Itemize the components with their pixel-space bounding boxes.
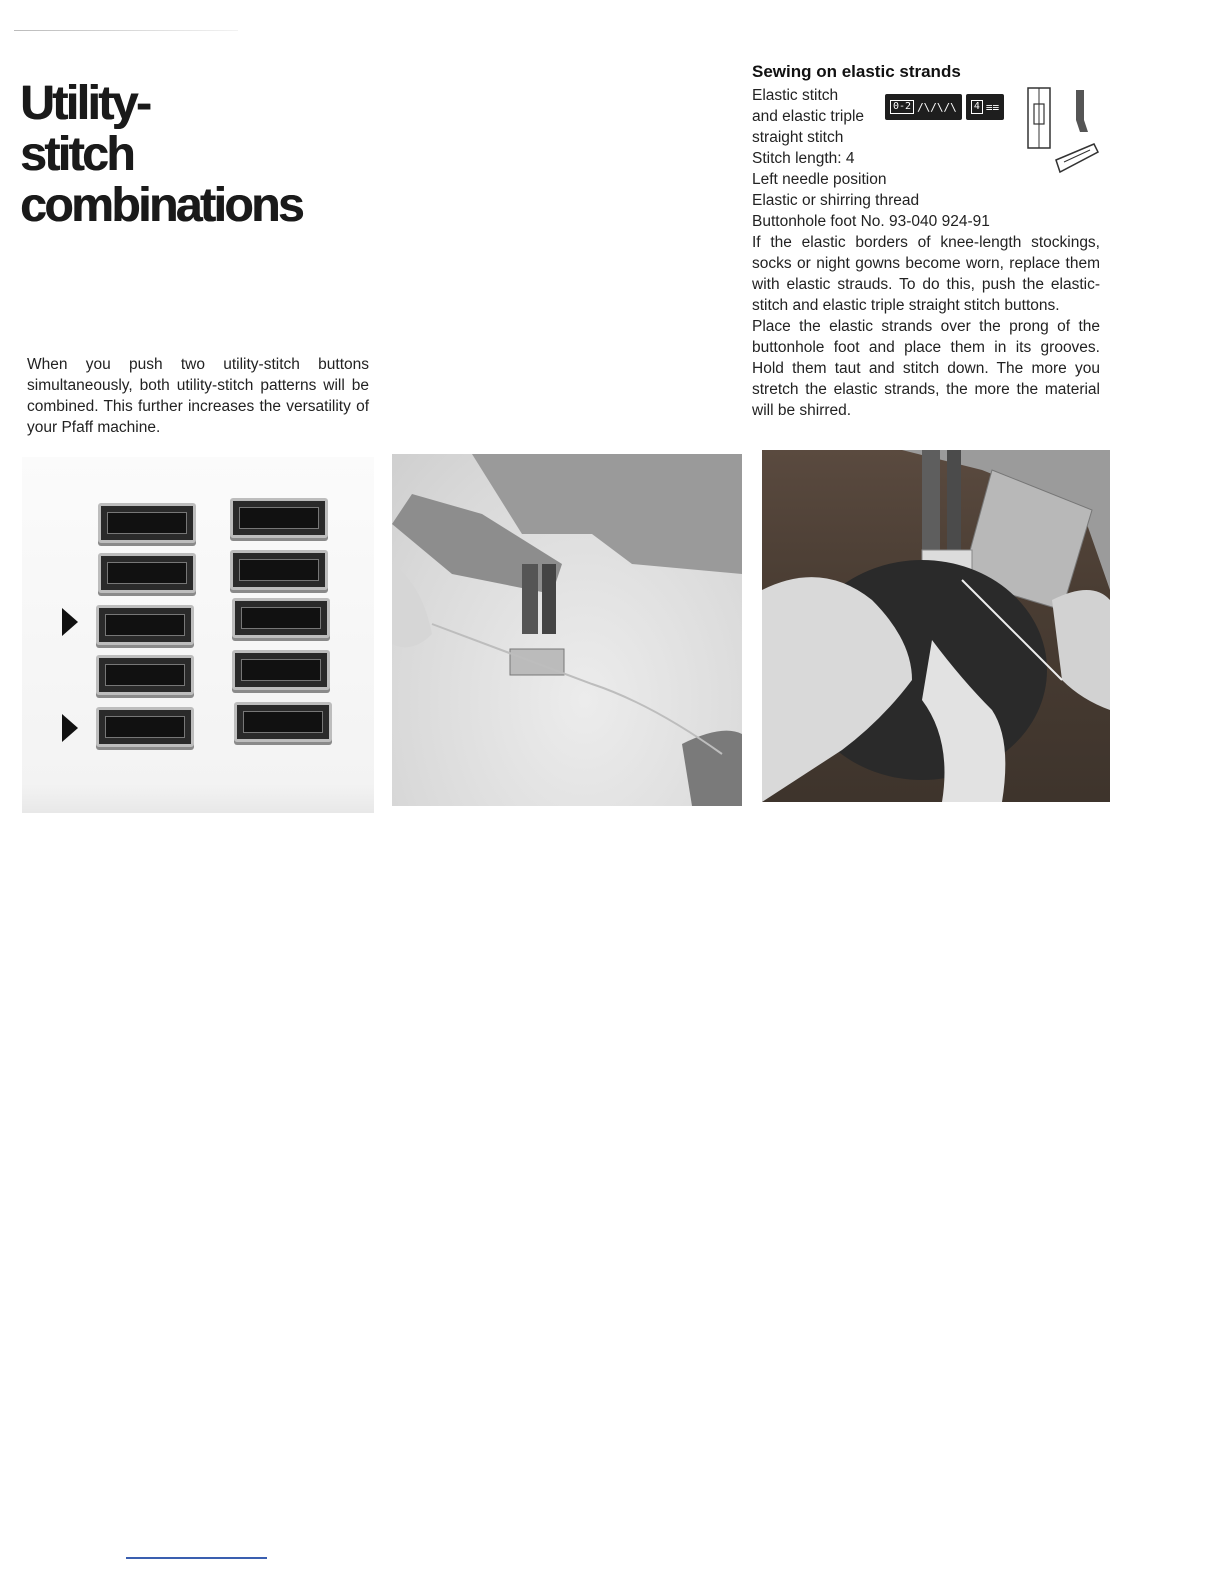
triple-straight-button-icon: 4 ≡≡ <box>966 94 1004 120</box>
stitch-button <box>98 553 196 593</box>
spec-line: Buttonhole foot No. 93-040 924-91 <box>752 213 990 230</box>
elastic-stitch-button-icon: 0-2 /\/\/\ <box>885 94 962 120</box>
spec-line: Left needle position <box>752 171 887 188</box>
title-line-3: combinations <box>20 179 303 232</box>
stitch-button <box>232 598 330 638</box>
spec-line: Elastic stitch <box>752 87 839 104</box>
stitch-button <box>98 503 196 543</box>
stitch-button <box>96 707 194 747</box>
elastic-sewing-photo <box>762 450 1110 802</box>
stitch-button <box>234 702 332 742</box>
stitch-button <box>232 650 330 690</box>
stitch-button <box>230 498 328 538</box>
stitch-button <box>230 550 328 590</box>
bottom-rule <box>126 1557 267 1559</box>
stitch-button <box>96 605 194 645</box>
spec-line: Elastic or shirring thread <box>752 192 920 209</box>
spec-line: and elastic triple <box>752 108 865 125</box>
stitch-button <box>96 655 194 695</box>
section-heading: Sewing on elastic strands <box>752 62 961 81</box>
buttonhole-foot-icon <box>1026 80 1100 180</box>
sewing-photo <box>392 454 742 806</box>
spec-line: straight stitch <box>752 129 844 146</box>
arrow-icon <box>62 714 78 742</box>
body-paragraph: Place the elastic strands over the prong of the buttonhole foot and place them in its grooves. Hold them taut and stitch down. The more you stretch the elastic strands, the more the material will be shirred. <box>752 318 1100 419</box>
spec-line: Stitch length: 4 <box>752 150 855 167</box>
stitch-button-icons <box>885 94 1004 120</box>
top-rule <box>14 30 238 31</box>
intro-paragraph: When you push two utility-stitch buttons simultaneously, both utility-stitch patterns will be combined. This further increases the versatility of your Pfaff machine. <box>27 356 369 436</box>
body-paragraph: If the elastic borders of knee-length stockings, socks or night gowns become worn, replace them with elastic strauds. To do this, push the elastic-stitch and elastic triple straight stitch buttons. <box>752 234 1100 314</box>
arrow-icon <box>62 608 78 636</box>
page-title <box>20 78 302 231</box>
title-line-2: stitch <box>20 128 134 181</box>
title-line-1: Utility- <box>20 77 150 130</box>
